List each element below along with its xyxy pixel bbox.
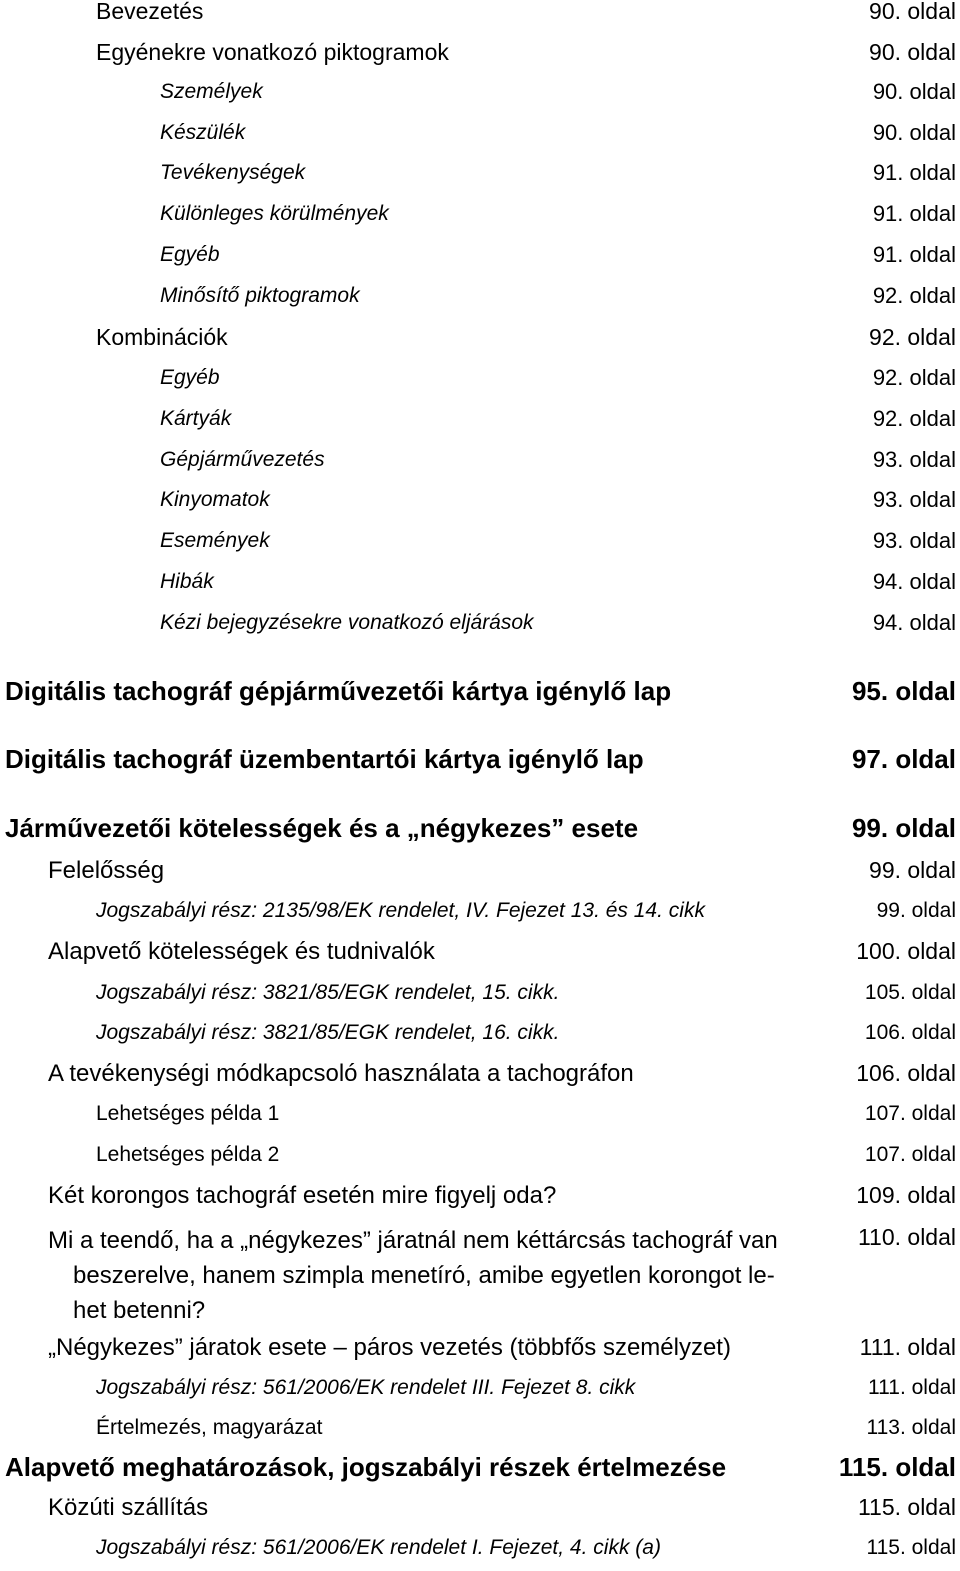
toc-entry-title: Kézi bejegyzésekre vonatkozó eljárások [160,611,534,634]
toc-entry-page: 95. oldal [851,676,956,706]
toc-entry-title: Kinyomatok [160,488,270,511]
toc-entry-page: 111. oldal [859,1334,956,1360]
toc-entry-title: Felelősség [48,857,165,884]
toc-entry-page: 107. oldal [864,1143,956,1166]
toc-entry-page: 93. oldal [872,487,956,512]
toc-entry-page: 99. oldal [851,813,956,843]
toc-entry-title: Személyek [160,80,263,103]
toc-entry-title-line: beszerelve, hanem szimpla menetíró, amibe egyetlen korongot le- [73,1262,775,1289]
toc-entry-title: Digitális tachográf gépjárművezetői kártya igénylő lap [5,676,672,706]
toc-entry-title: Jogszabályi rész: 561/2006/EK rendelet III. Fejezet 8. cikk [96,1376,636,1399]
toc-entry-page: 91. oldal [872,242,956,267]
toc-entry-title: Alapvető kötelességek és tudnivalók [48,938,435,965]
toc-entry-title: Események [160,529,270,552]
toc-entry-page: 115. oldal [866,1536,956,1559]
toc-entry-page: 92. oldal [872,283,956,308]
toc-entry-title: Lehetséges példa 1 [96,1102,280,1125]
toc-entry-page: 105. oldal [864,981,956,1004]
toc-entry-title: Járművezetői kötelességek és a „négykezes” esete [5,813,639,843]
toc-entry-page: 115. oldal [838,1452,956,1482]
toc-entry-title: Különleges körülmények [160,202,389,225]
toc-entry-page: 90. oldal [869,39,956,65]
toc-entry-page: 91. oldal [872,201,956,226]
toc-entry-page: 113. oldal [866,1416,956,1439]
toc-entry-title: Egyénekre vonatkozó piktogramok [96,39,449,65]
toc-entry-title: Két korongos tachográf esetén mire figyelj oda? [48,1182,557,1209]
toc-entry-title: Közúti szállítás [48,1494,209,1521]
toc-entry-page: 90. oldal [872,120,956,145]
toc-entry-title: Kombinációk [96,324,228,350]
toc-entry-title: A tevékenységi módkapcsoló használata a tachográfon [48,1060,634,1087]
toc-entry-page: 99. oldal [869,857,956,883]
toc-entry-page: 92. oldal [869,324,956,350]
toc-entry-page: 93. oldal [872,528,956,553]
toc-entry-title [48,1223,788,1328]
toc-entry-page: 106. oldal [864,1021,956,1044]
toc-entry-page: 115. oldal [857,1494,956,1520]
toc-entry-title-line: Mi a teendő, ha a „négykezes” járatnál nem kéttárcsás tachográf van [48,1227,778,1254]
toc-entry-page: 94. oldal [872,610,956,635]
toc-entry-page: 90. oldal [872,79,956,104]
toc-entry-page: 100. oldal [856,938,956,964]
toc-entry-title: Egyéb [160,366,220,389]
toc-entry-page: 107. oldal [864,1102,956,1125]
toc-entry-page: 110. oldal [857,1224,956,1250]
toc-entry-title: Készülék [160,121,246,144]
toc-entry-page: 106. oldal [856,1060,956,1086]
toc-entry-page: 91. oldal [872,160,956,185]
toc-entry-page: 109. oldal [856,1182,956,1208]
toc-entry-title: Értelmezés, magyarázat [96,1416,323,1439]
toc-entry-page: 93. oldal [872,447,956,472]
toc-entry-title: Kártyák [160,407,232,430]
toc-entry-title: Jogszabályi rész: 561/2006/EK rendelet I. Fejezet, 4. cikk (a) [96,1536,661,1559]
toc-entry-title: Jogszabályi rész: 3821/85/EGK rendelet, 16. cikk. [96,1021,560,1044]
toc-entry-title: Jogszabályi rész: 3821/85/EGK rendelet, 15. cikk. [96,981,560,1004]
toc-entry-title: Digitális tachográf üzembentartói kártya igénylő lap [5,744,644,774]
toc-entry-page: 92. oldal [872,365,956,390]
toc-entry-title: Tevékenységek [160,161,306,184]
toc-entry-title-line: het betenni? [73,1297,206,1324]
toc-entry-page: 97. oldal [851,744,956,774]
toc-entry-page: 111. oldal [868,1376,956,1399]
toc-entry-title: Jogszabályi rész: 2135/98/EK rendelet, IV. Fejezet 13. és 14. cikk [96,899,705,922]
toc-entry-title: Hibák [160,570,214,593]
toc-entry-title: Minősítő piktogramok [160,284,360,307]
toc-entry-title: Egyéb [160,243,220,266]
toc-entry-page: 90. oldal [869,0,956,24]
toc-entry-title: Alapvető meghatározások, jogszabályi részek értelmezése [5,1452,727,1482]
toc-entry-page: 94. oldal [872,569,956,594]
toc-entry-title: „Négykezes” járatok esete – páros vezetés (többfős személyzet) [48,1334,731,1361]
toc-entry-title: Gépjárművezetés [160,448,325,471]
toc-entry-page: 99. oldal [876,899,956,922]
toc-entry-page: 92. oldal [872,406,956,431]
toc-entry-title: Bevezetés [96,0,204,24]
toc-entry-title: Lehetséges példa 2 [96,1143,280,1166]
